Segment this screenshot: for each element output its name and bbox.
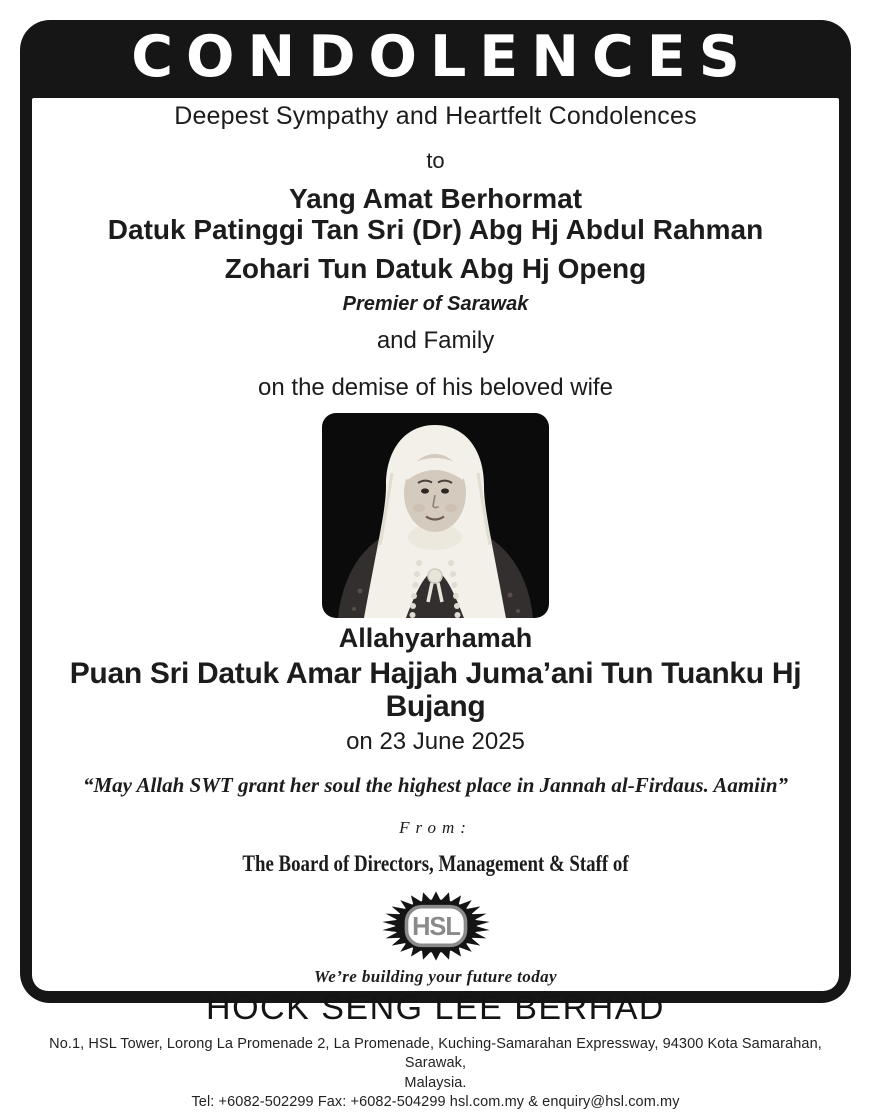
occasion-line: on the demise of his beloved wife [258, 374, 613, 402]
company-name: HOCK SENG LEE BERHAD [206, 988, 665, 1027]
address-line-2: Malaysia. [404, 1074, 467, 1091]
deceased-name: Puan Sri Datuk Amar Hajjah Juma’ani Tun Tuanku Hj Bujang [69, 656, 802, 723]
deceased-portrait-photo [322, 413, 549, 618]
sympathy-line: Deepest Sympathy and Heartfelt Condolences [174, 102, 697, 130]
recipient-name-line2: Zohari Tun Datuk Abg Hj Openg [224, 252, 647, 284]
ad-content-area [32, 98, 839, 1111]
address-line-1: No.1, HSL Tower, Lorong La Promenade 2, La Promenade, Kuching-Samarahan Expressway, 94300 Kota Samarahan, Sarawak, [49, 1035, 822, 1072]
prayer-line: “May Allah SWT grant her soul the highest place in Jannah al-Firdaus. Aamiin” [82, 772, 789, 797]
to-word: to [426, 148, 445, 173]
recipient-name-line1: Datuk Patinggi Tan Sri (Dr) Abg Hj Abdul Rahman [107, 214, 764, 246]
ad-border-frame [20, 20, 851, 1111]
recipient-title: Premier of Sarawak [342, 293, 529, 316]
recipient-honorific: Yang Amat Berhormat [288, 183, 583, 214]
company-address [32, 1035, 839, 1113]
company-tagline: We’re building your future today [314, 966, 557, 986]
date-line: on 23 June 2025 [346, 727, 525, 755]
page-title: CONDOLENCES [131, 23, 753, 90]
contact-line: Tel: +6082-502299 Fax: +6082-504299 hsl.com.my & enquiry@hsl.com.my [191, 1094, 680, 1111]
from-label: From: [399, 817, 472, 837]
header-band [20, 20, 851, 98]
hsl-logo-text: HSL [411, 912, 460, 941]
deceased-honorific: Allahyarhamah [338, 623, 533, 654]
from-body: The Board of Directors, Management & Staff of [242, 850, 629, 876]
hsl-logo [380, 890, 492, 962]
and-family-line: and Family [376, 327, 495, 355]
